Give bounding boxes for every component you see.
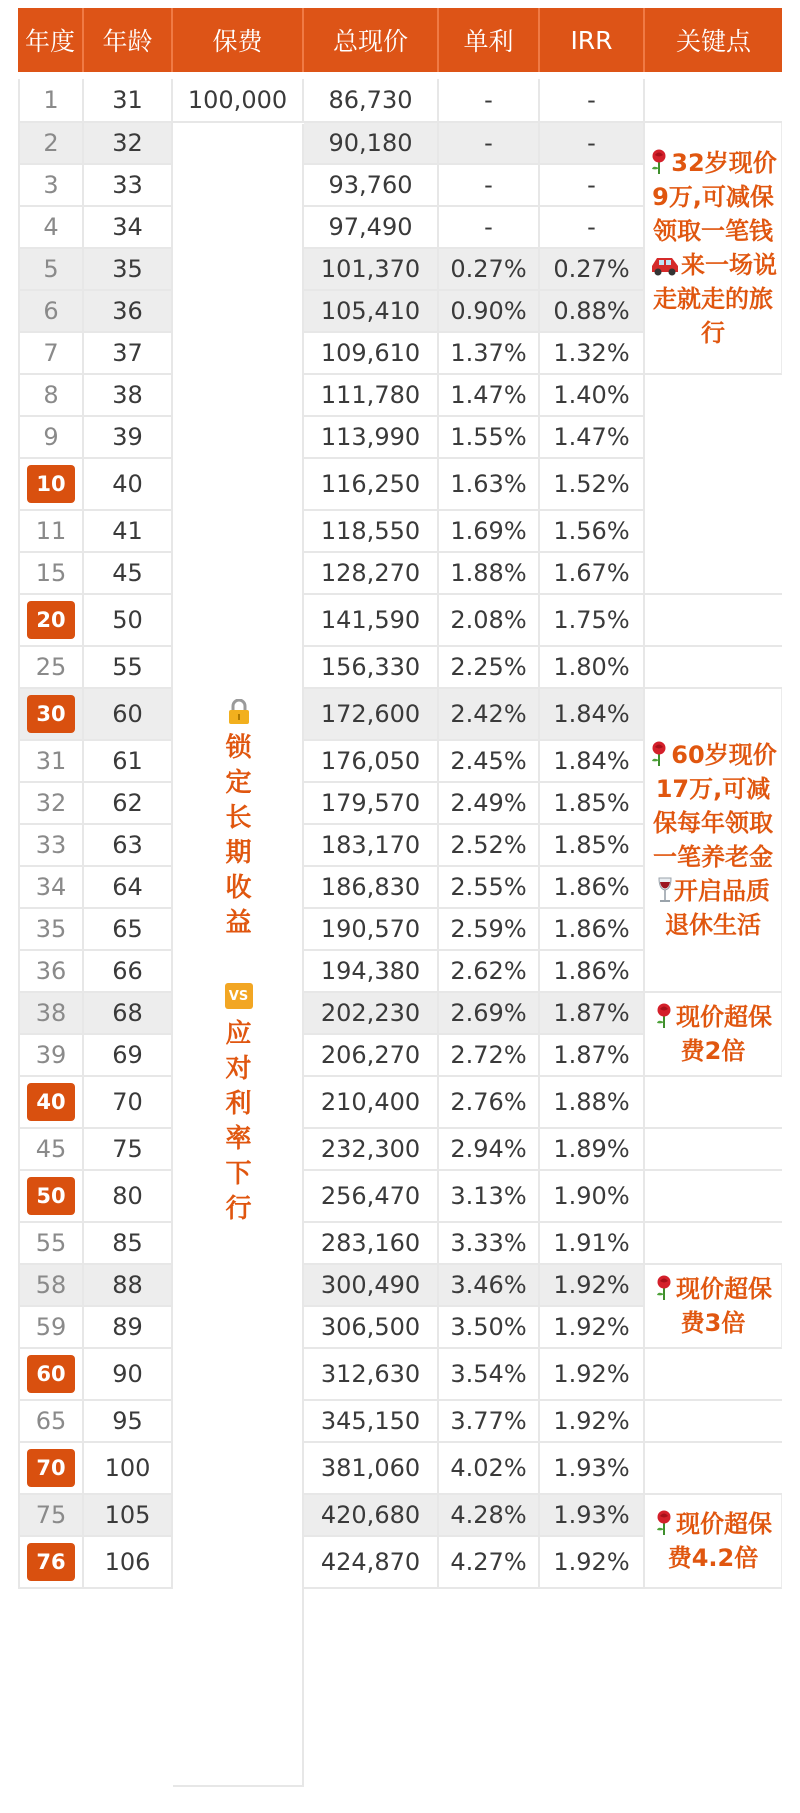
year-badge: 76	[27, 1543, 75, 1581]
age-cell: 62	[84, 783, 173, 825]
year-cell: 75	[18, 1495, 84, 1537]
key-point-text-part: 现价超保费2倍	[676, 1003, 772, 1065]
cash-value-cell: 312,630	[304, 1349, 439, 1401]
irr-cell: 1.52%	[540, 459, 645, 511]
lock-long-term-return-note	[173, 699, 304, 941]
irr-cell: 1.86%	[540, 867, 645, 909]
simple-rate-cell: 3.13%	[439, 1171, 540, 1223]
key-point-empty	[645, 1443, 782, 1495]
simple-rate-cell: 2.45%	[439, 741, 540, 783]
cash-value-cell: 109,610	[304, 333, 439, 375]
simple-rate-cell: 3.33%	[439, 1223, 540, 1265]
irr-cell: 1.91%	[540, 1223, 645, 1265]
age-cell: 88	[84, 1265, 173, 1307]
year-cell: 59	[18, 1307, 84, 1349]
cash-value-cell: 105,410	[304, 291, 439, 333]
age-cell: 90	[84, 1349, 173, 1401]
irr-cell: 1.88%	[540, 1077, 645, 1129]
irr-cell: -	[540, 79, 645, 123]
cash-value-cell: 202,230	[304, 993, 439, 1035]
header-irr: IRR	[540, 8, 645, 72]
key-point-empty	[645, 1223, 782, 1265]
irr-cell: 1.67%	[540, 553, 645, 595]
year-cell	[18, 595, 84, 647]
year-cell	[18, 689, 84, 741]
cash-value-cell: 90,180	[304, 123, 439, 165]
cash-value-cell: 283,160	[304, 1223, 439, 1265]
year-cell: 35	[18, 909, 84, 951]
key-point-text-part: 来一场说走就走的旅行	[653, 251, 777, 347]
irr-cell: 1.85%	[540, 825, 645, 867]
wine-glass-icon	[656, 877, 674, 905]
simple-rate-cell: 0.90%	[439, 291, 540, 333]
cash-value-cell: 186,830	[304, 867, 439, 909]
key-point-text-part: 现价超保费3倍	[676, 1275, 772, 1337]
age-cell: 100	[84, 1443, 173, 1495]
cash-value-cell: 300,490	[304, 1265, 439, 1307]
key-point-note	[645, 993, 782, 1077]
age-cell: 32	[84, 123, 173, 165]
irr-cell: 1.56%	[540, 511, 645, 553]
year-badge: 20	[27, 601, 75, 639]
age-cell: 38	[84, 375, 173, 417]
simple-rate-cell: 2.76%	[439, 1077, 540, 1129]
cash-value-cell: 93,760	[304, 165, 439, 207]
note-char: 下	[225, 1159, 252, 1189]
year-cell: 32	[18, 783, 84, 825]
note-char: 率	[225, 1124, 252, 1154]
irr-cell: 1.87%	[540, 1035, 645, 1077]
irr-cell: 1.92%	[540, 1265, 645, 1307]
age-cell: 55	[84, 647, 173, 689]
age-cell: 65	[84, 909, 173, 951]
rose-icon	[654, 1275, 676, 1303]
key-point-text-part: 开启品质退休生活	[665, 877, 770, 939]
irr-cell: 0.27%	[540, 249, 645, 291]
note-char: 长	[225, 803, 252, 833]
cash-value-cell: 345,150	[304, 1401, 439, 1443]
cash-value-cell: 116,250	[304, 459, 439, 511]
year-cell: 6	[18, 291, 84, 333]
age-cell: 50	[84, 595, 173, 647]
cash-value-cell: 206,270	[304, 1035, 439, 1077]
age-cell: 68	[84, 993, 173, 1035]
key-point-note	[645, 1495, 782, 1589]
irr-cell: 1.80%	[540, 647, 645, 689]
year-badge: 70	[27, 1449, 75, 1487]
year-cell: 4	[18, 207, 84, 249]
note-char: 利	[225, 1089, 252, 1119]
key-point-empty	[645, 1349, 782, 1401]
simple-rate-cell: 1.47%	[439, 375, 540, 417]
cash-value-cell: 156,330	[304, 647, 439, 689]
irr-cell: 1.84%	[540, 741, 645, 783]
key-point-empty	[645, 1401, 782, 1443]
header-year: 年度	[18, 8, 84, 72]
age-cell: 63	[84, 825, 173, 867]
simple-rate-cell: 2.08%	[439, 595, 540, 647]
age-cell: 89	[84, 1307, 173, 1349]
simple-rate-cell: 4.28%	[439, 1495, 540, 1537]
key-point-empty	[645, 79, 782, 123]
cash-value-cell: 256,470	[304, 1171, 439, 1223]
age-cell: 41	[84, 511, 173, 553]
note-char: 行	[225, 1194, 252, 1224]
age-cell: 37	[84, 333, 173, 375]
simple-rate-cell: 3.77%	[439, 1401, 540, 1443]
age-cell: 105	[84, 1495, 173, 1537]
simple-rate-cell: 1.69%	[439, 511, 540, 553]
year-cell	[18, 1349, 84, 1401]
cash-value-cell: 420,680	[304, 1495, 439, 1537]
simple-rate-cell: -	[439, 123, 540, 165]
rose-icon	[649, 741, 671, 769]
simple-rate-cell: 2.55%	[439, 867, 540, 909]
cash-value-cell: 113,990	[304, 417, 439, 459]
header-cash-value: 总现价	[304, 8, 439, 72]
irr-cell: 1.92%	[540, 1349, 645, 1401]
key-point-text-part: 32岁现价9万,可减保领取一笔钱	[652, 149, 777, 245]
key-point-note	[645, 689, 782, 993]
irr-cell: 1.92%	[540, 1537, 645, 1589]
cash-value-cell: 183,170	[304, 825, 439, 867]
year-cell: 9	[18, 417, 84, 459]
age-cell: 64	[84, 867, 173, 909]
year-cell: 58	[18, 1265, 84, 1307]
note-char: 收	[225, 873, 252, 903]
simple-rate-cell: 2.72%	[439, 1035, 540, 1077]
note-char: 益	[225, 908, 252, 938]
year-cell: 38	[18, 993, 84, 1035]
age-cell: 39	[84, 417, 173, 459]
cash-value-cell: 306,500	[304, 1307, 439, 1349]
age-cell: 106	[84, 1537, 173, 1589]
irr-cell: 1.32%	[540, 333, 645, 375]
year-cell	[18, 1537, 84, 1589]
age-cell: 61	[84, 741, 173, 783]
cash-value-cell: 86,730	[304, 79, 439, 123]
year-cell: 36	[18, 951, 84, 993]
cash-value-cell: 101,370	[304, 249, 439, 291]
year-cell: 5	[18, 249, 84, 291]
irr-cell: 1.89%	[540, 1129, 645, 1171]
cash-value-cell: 381,060	[304, 1443, 439, 1495]
vs-badge: VS	[225, 983, 253, 1009]
cash-value-cell: 232,300	[304, 1129, 439, 1171]
simple-rate-cell: 4.02%	[439, 1443, 540, 1495]
irr-cell: 1.90%	[540, 1171, 645, 1223]
cash-value-cell: 194,380	[304, 951, 439, 993]
simple-rate-cell: 2.25%	[439, 647, 540, 689]
irr-cell: 1.93%	[540, 1495, 645, 1537]
year-cell	[18, 1077, 84, 1129]
year-badge: 30	[27, 695, 75, 733]
simple-rate-cell: 2.42%	[439, 689, 540, 741]
year-cell	[18, 459, 84, 511]
car-icon	[649, 251, 681, 279]
key-point-empty	[645, 595, 782, 647]
simple-rate-cell: 1.55%	[439, 417, 540, 459]
irr-cell: 1.86%	[540, 909, 645, 951]
irr-cell: 0.88%	[540, 291, 645, 333]
key-point-empty	[645, 1077, 782, 1129]
age-cell: 85	[84, 1223, 173, 1265]
age-cell: 75	[84, 1129, 173, 1171]
key-point-note	[645, 123, 782, 375]
age-cell: 69	[84, 1035, 173, 1077]
irr-cell: 1.47%	[540, 417, 645, 459]
age-cell: 31	[84, 79, 173, 123]
simple-rate-cell: -	[439, 165, 540, 207]
simple-rate-cell: 2.52%	[439, 825, 540, 867]
note-char: 锁	[225, 733, 252, 763]
cash-value-cell: 190,570	[304, 909, 439, 951]
header-key-point: 关键点	[645, 8, 782, 72]
simple-rate-cell: 3.54%	[439, 1349, 540, 1401]
year-cell: 3	[18, 165, 84, 207]
irr-cell: 1.92%	[540, 1307, 645, 1349]
simple-rate-cell: 3.50%	[439, 1307, 540, 1349]
key-point-empty	[645, 1171, 782, 1223]
header-simple-rate: 单利	[439, 8, 540, 72]
year-badge: 60	[27, 1355, 75, 1393]
year-cell: 11	[18, 511, 84, 553]
age-cell: 34	[84, 207, 173, 249]
irr-cell: -	[540, 207, 645, 249]
key-point-text-part: 60岁现价17万,可减保每年领取一笔养老金	[653, 741, 777, 871]
simple-rate-cell: -	[439, 207, 540, 249]
age-cell: 35	[84, 249, 173, 291]
simple-rate-cell: 1.88%	[439, 553, 540, 595]
rose-icon	[654, 1003, 676, 1031]
simple-rate-cell: 3.46%	[439, 1265, 540, 1307]
cash-value-cell: 210,400	[304, 1077, 439, 1129]
key-point-empty	[645, 1129, 782, 1171]
simple-rate-cell: 4.27%	[439, 1537, 540, 1589]
key-point-empty	[645, 375, 782, 595]
irr-cell: 1.87%	[540, 993, 645, 1035]
year-cell: 31	[18, 741, 84, 783]
year-cell	[18, 1443, 84, 1495]
note-char: 定	[225, 768, 252, 798]
irr-cell: 1.92%	[540, 1401, 645, 1443]
year-badge: 50	[27, 1177, 75, 1215]
simple-rate-cell: 2.69%	[439, 993, 540, 1035]
year-cell	[18, 1171, 84, 1223]
year-badge: 40	[27, 1083, 75, 1121]
irr-cell: 1.86%	[540, 951, 645, 993]
age-cell: 45	[84, 553, 173, 595]
irr-cell: 1.84%	[540, 689, 645, 741]
premium-cell: 100,000	[173, 79, 304, 123]
year-badge: 10	[27, 465, 75, 503]
note-char: 对	[225, 1054, 252, 1084]
cash-value-cell: 424,870	[304, 1537, 439, 1589]
year-cell: 45	[18, 1129, 84, 1171]
age-cell: 60	[84, 689, 173, 741]
rate-decline-note	[173, 983, 304, 1227]
year-cell: 7	[18, 333, 84, 375]
year-cell: 2	[18, 123, 84, 165]
year-cell: 33	[18, 825, 84, 867]
age-cell: 95	[84, 1401, 173, 1443]
key-point-text	[649, 146, 777, 350]
cash-value-cell: 128,270	[304, 553, 439, 595]
cash-value-cell: 111,780	[304, 375, 439, 417]
year-cell: 25	[18, 647, 84, 689]
header-age: 年龄	[84, 8, 173, 72]
rose-icon	[649, 149, 671, 177]
note-char: 期	[225, 838, 252, 868]
cash-value-cell: 172,600	[304, 689, 439, 741]
simple-rate-cell: 0.27%	[439, 249, 540, 291]
irr-cell: -	[540, 123, 645, 165]
cash-value-cell: 179,570	[304, 783, 439, 825]
year-cell: 8	[18, 375, 84, 417]
cash-value-cell: 97,490	[304, 207, 439, 249]
simple-rate-cell: 2.59%	[439, 909, 540, 951]
year-cell: 15	[18, 553, 84, 595]
irr-cell: 1.93%	[540, 1443, 645, 1495]
year-cell: 1	[18, 79, 84, 123]
irr-cell: -	[540, 165, 645, 207]
simple-rate-cell: -	[439, 79, 540, 123]
year-cell: 39	[18, 1035, 84, 1077]
simple-rate-cell: 1.63%	[439, 459, 540, 511]
lock-icon	[228, 699, 250, 725]
irr-cell: 1.85%	[540, 783, 645, 825]
age-cell: 33	[84, 165, 173, 207]
year-cell: 55	[18, 1223, 84, 1265]
cash-value-cell: 176,050	[304, 741, 439, 783]
note-char: 应	[225, 1019, 252, 1049]
year-cell: 34	[18, 867, 84, 909]
simple-rate-cell: 1.37%	[439, 333, 540, 375]
rose-icon	[654, 1510, 676, 1538]
year-cell: 65	[18, 1401, 84, 1443]
age-cell: 36	[84, 291, 173, 333]
key-point-text	[649, 1507, 777, 1575]
key-point-empty	[645, 647, 782, 689]
age-cell: 70	[84, 1077, 173, 1129]
simple-rate-cell: 2.94%	[439, 1129, 540, 1171]
cash-value-cell: 141,590	[304, 595, 439, 647]
key-point-text-part: 现价超保费4.2倍	[667, 1510, 772, 1572]
age-cell: 66	[84, 951, 173, 993]
key-point-text	[649, 1272, 777, 1340]
irr-cell: 1.75%	[540, 595, 645, 647]
key-point-text	[649, 1000, 777, 1068]
simple-rate-cell: 2.62%	[439, 951, 540, 993]
age-cell: 40	[84, 459, 173, 511]
age-cell: 80	[84, 1171, 173, 1223]
premium-merged-cell	[173, 124, 304, 1787]
irr-cell: 1.40%	[540, 375, 645, 417]
simple-rate-cell: 2.49%	[439, 783, 540, 825]
cash-value-cell: 118,550	[304, 511, 439, 553]
header-premium: 保费	[173, 8, 304, 72]
key-point-note	[645, 1265, 782, 1349]
key-point-text	[649, 738, 777, 942]
